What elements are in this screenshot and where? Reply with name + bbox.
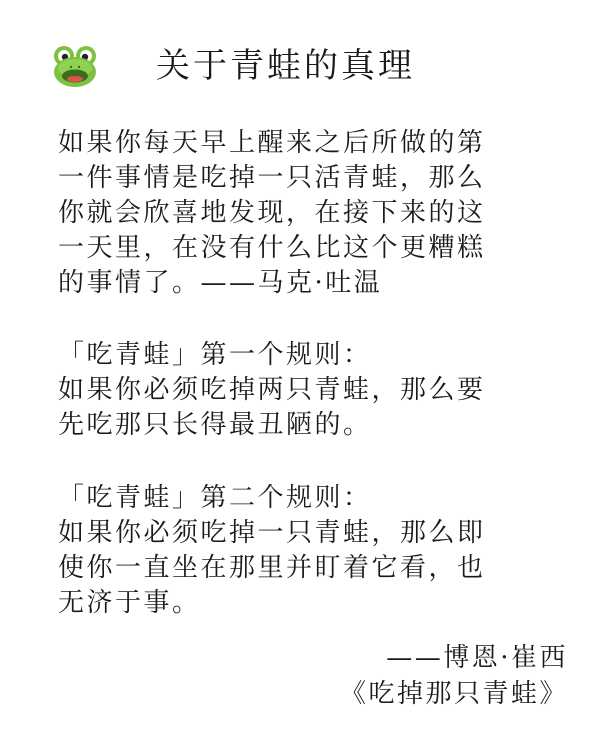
rule-one-line: 先吃那只长得最丑陋的。 — [58, 410, 372, 440]
title-row — [52, 38, 572, 94]
rule-two-line: 使你一直坐在那里并盯着它看，也 — [58, 553, 486, 583]
rule-two-heading: 「吃青蛙」第二个规则： — [58, 483, 372, 513]
rule-two — [58, 481, 548, 621]
attribution — [340, 640, 568, 712]
frog-icon — [52, 43, 98, 89]
quote-line: 如果你每天早上醒来之后所做的第 — [58, 128, 486, 158]
page-title: 关于青蛙的真理 — [156, 46, 415, 86]
quote-line: 你就会欣喜地发现，在接下来的这 — [58, 198, 486, 228]
rule-two-line: 如果你必须吃掉一只青蛙，那么即 — [58, 518, 486, 548]
attribution-author: ——博恩·崔西 — [386, 643, 568, 673]
rule-two-line: 无济于事。 — [58, 588, 201, 618]
quote-line: 的事情了。——马克·吐温 — [58, 268, 383, 298]
attribution-book: 《吃掉那只青蛙》 — [339, 679, 568, 709]
quote-line: 一天里，在没有什么比这个更糟糕 — [58, 233, 486, 263]
rule-one-heading: 「吃青蛙」第一个规则： — [58, 340, 372, 370]
quote-paragraph — [58, 126, 548, 301]
quote-line: 一件事情是吃掉一只活青蛙，那么 — [58, 163, 486, 193]
rule-one — [58, 338, 548, 443]
rule-one-line: 如果你必须吃掉两只青蛙，那么要 — [58, 375, 486, 405]
